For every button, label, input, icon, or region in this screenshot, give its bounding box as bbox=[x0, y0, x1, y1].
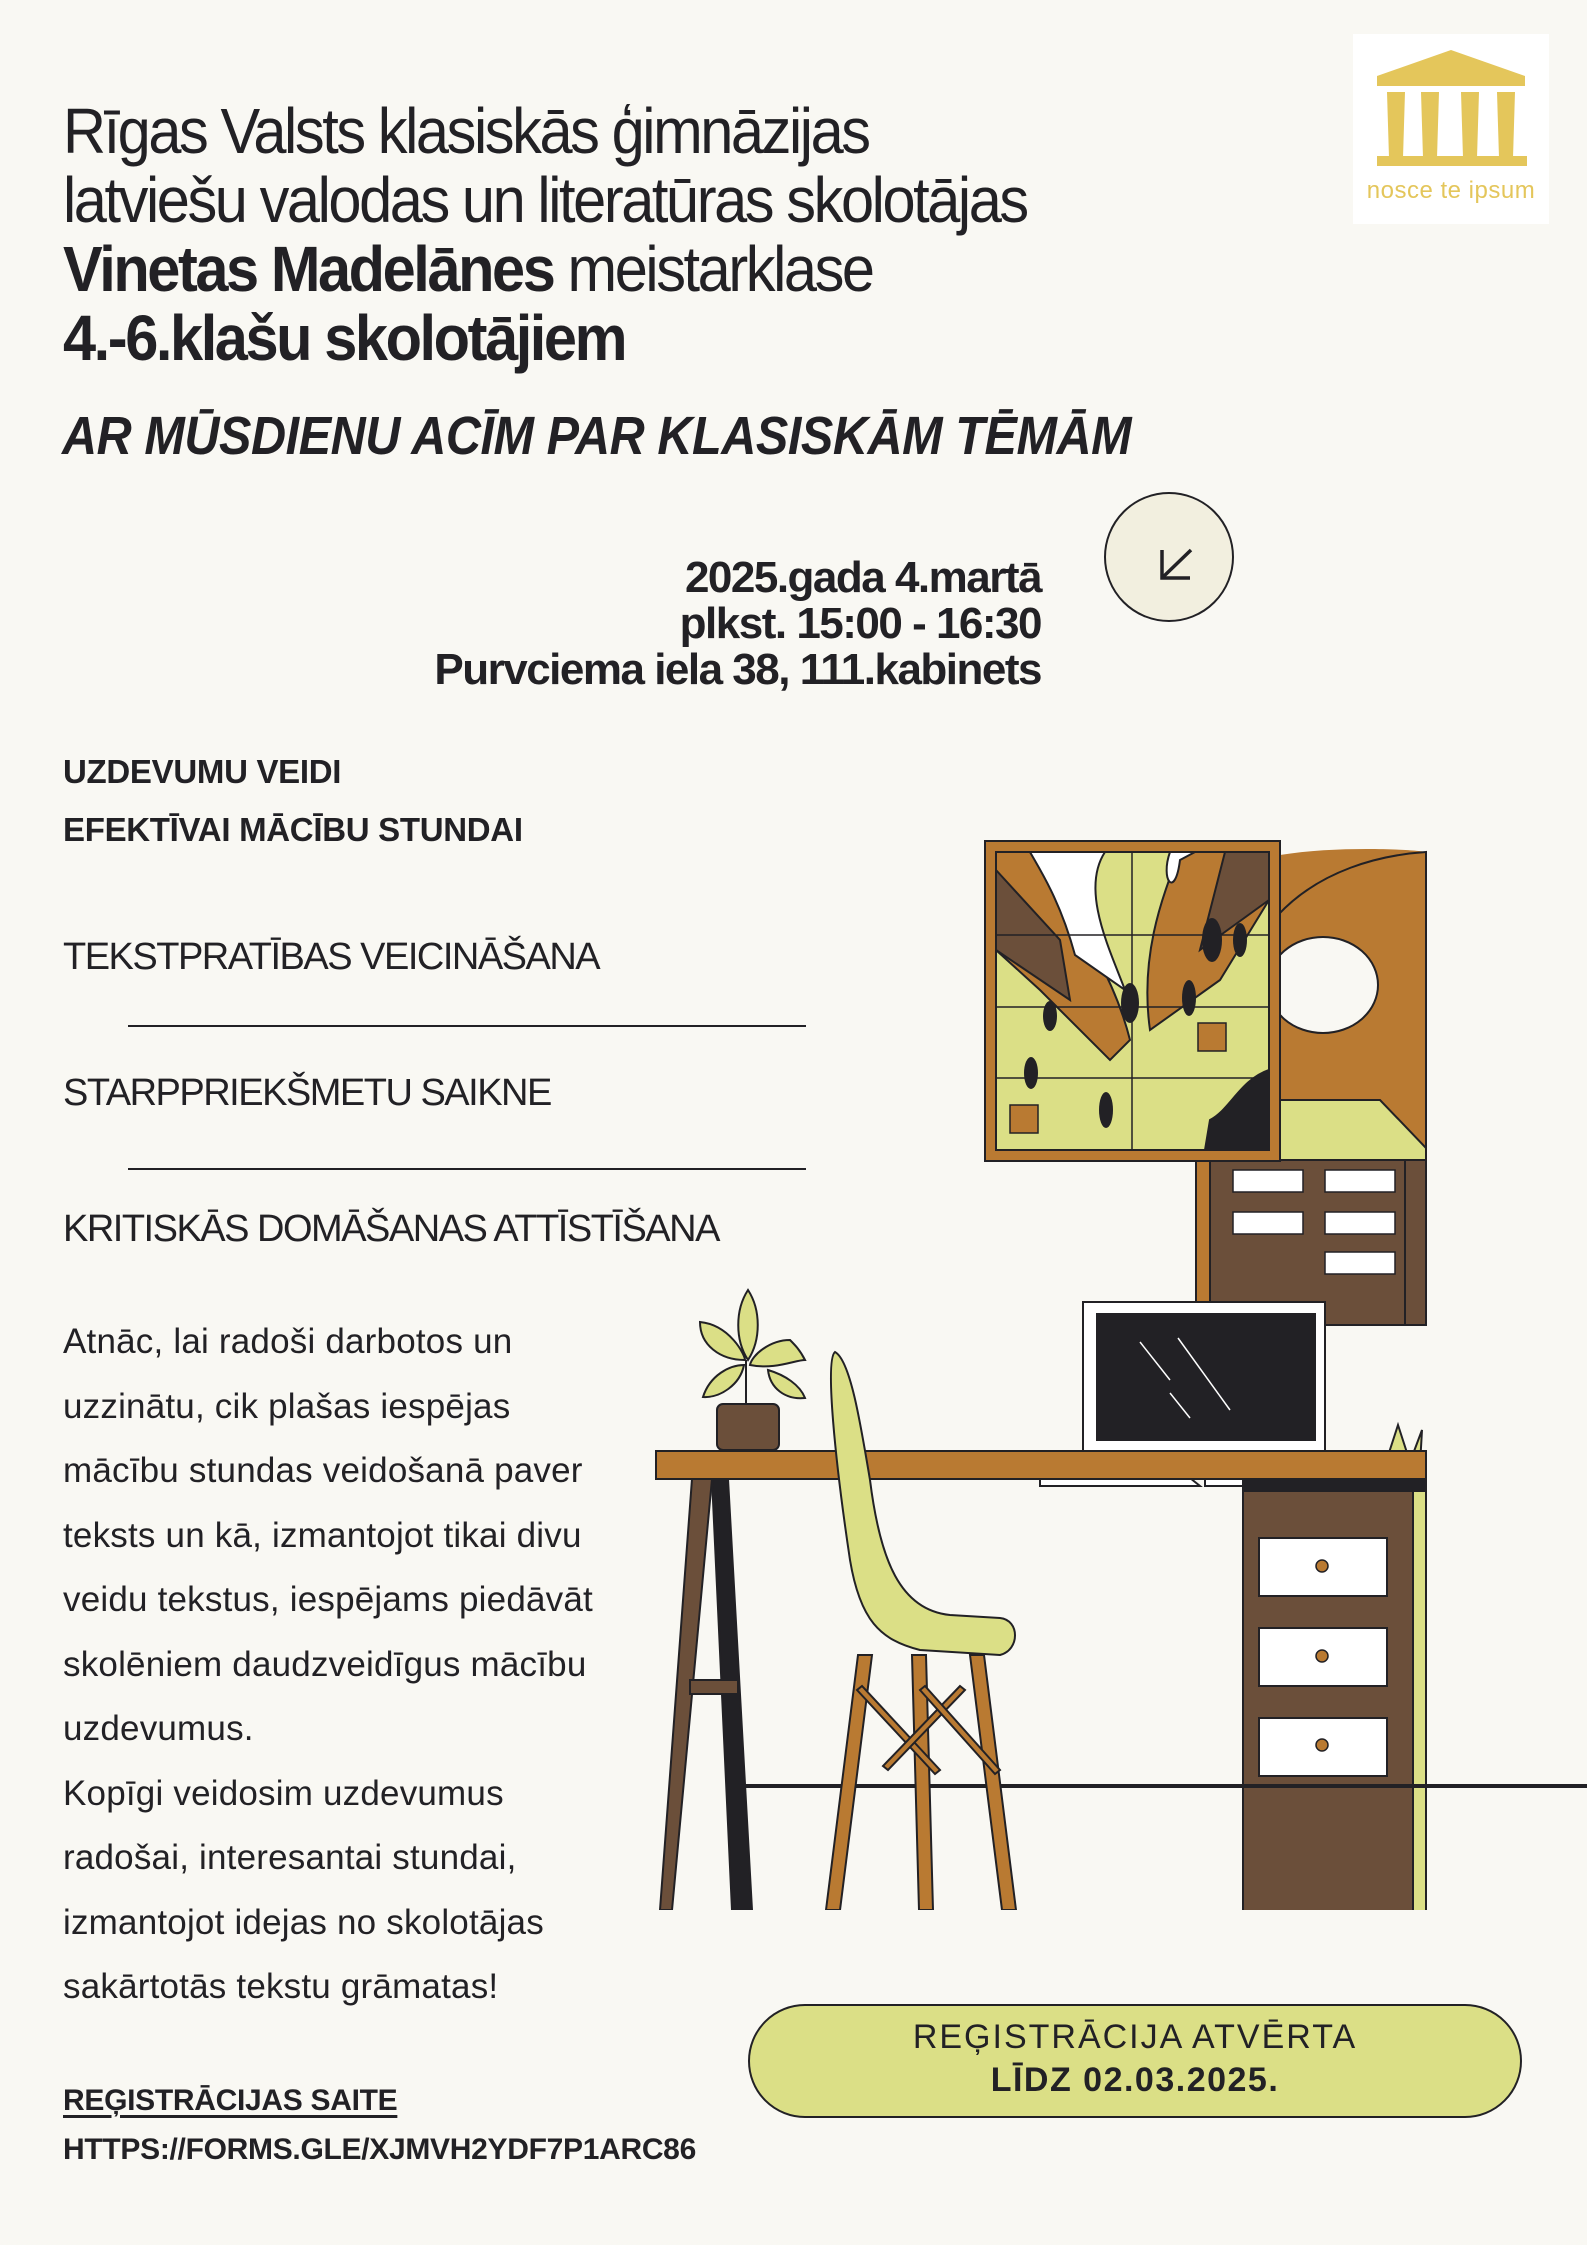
description-line: Atnāc, lai radoši darbotos un bbox=[63, 1322, 513, 1361]
topic-item: KRITISKĀS DOMĀŠANAS ATTĪSTĪŠANA bbox=[63, 1208, 719, 1250]
event-location: Purvciema iela 38, 111.kabinets bbox=[434, 645, 1041, 694]
registration-link[interactable]: HTTPS://FORMS.GLE/XJMVH2YDF7P1ARC86 bbox=[63, 2133, 696, 2166]
description-line: Kopīgi veidosim uzdevumus bbox=[63, 1773, 504, 1813]
description-line: radošai, interesantai stundai, bbox=[63, 1838, 517, 1877]
description-line: skolēniem daudzveidīgus mācību bbox=[63, 1644, 587, 1684]
logo-motto: nosce te ipsum bbox=[1366, 177, 1536, 204]
teacher-name: Vinetas Madelānes bbox=[63, 233, 554, 305]
description-line: izmantojot idejas no skolotājas bbox=[63, 1902, 544, 1942]
description-line: mācību stundas veidošanā paver bbox=[63, 1451, 583, 1490]
section-heading-line-1: UZDEVUMU VEIDI bbox=[63, 753, 342, 790]
event-date: 2025.gada 4.martā bbox=[684, 553, 1041, 602]
workspace-illustration bbox=[640, 830, 1587, 1910]
badge-line-1: REĢISTRĀCIJA ATVĒRTA bbox=[912, 2018, 1358, 2056]
description-line: sakārtotās tekstu grāmatas! bbox=[63, 1967, 499, 2006]
description-line: veidu tekstus, iespējams piedāvāt bbox=[63, 1580, 593, 1619]
school-logo bbox=[1353, 34, 1549, 224]
title-line-2: latviešu valodas un literatūras skolotājas bbox=[63, 164, 1027, 236]
description-line: uzdevumus. bbox=[63, 1709, 254, 1748]
event-info bbox=[434, 555, 1041, 693]
subtitle: AR MŪSDIENU ACĪM PAR KLASISKĀM TĒMĀM bbox=[62, 406, 1132, 466]
page-title bbox=[63, 97, 1027, 373]
registration-label: REĢISTRĀCIJAS SAITE bbox=[63, 2084, 398, 2117]
topic-item: TEKSTPRATĪBAS VEICINĀŠANA bbox=[63, 936, 600, 978]
arrow-badge bbox=[1104, 492, 1234, 622]
arrow-down-left-icon bbox=[1106, 494, 1232, 620]
registration-deadline-badge bbox=[748, 2004, 1522, 2118]
title-line-1: Rīgas Valsts klasiskās ģimnāzijas bbox=[63, 95, 869, 167]
description-line: teksts un kā, izmantojot tikai divu bbox=[63, 1515, 582, 1555]
section-heading bbox=[63, 743, 523, 859]
badge-line-2: LĪDZ 02.03.2025. bbox=[990, 2061, 1280, 2099]
description bbox=[63, 1310, 683, 2020]
topic-item: STARPPRIEKŠMETU SAIKNE bbox=[63, 1072, 551, 1114]
title-line-4: 4.-6.klašu skolotājiem bbox=[63, 302, 626, 374]
event-time: plkst. 15:00 - 16:30 bbox=[679, 599, 1041, 648]
title-line-3-rest: meistarklase bbox=[553, 233, 873, 305]
description-line: uzzinātu, cik plašas iespējas bbox=[63, 1386, 511, 1426]
title-line-3 bbox=[63, 235, 1027, 304]
temple-columns-icon bbox=[1353, 34, 1549, 174]
section-heading-line-2: EFEKTĪVAI MĀCĪBU STUNDAI bbox=[63, 811, 523, 848]
